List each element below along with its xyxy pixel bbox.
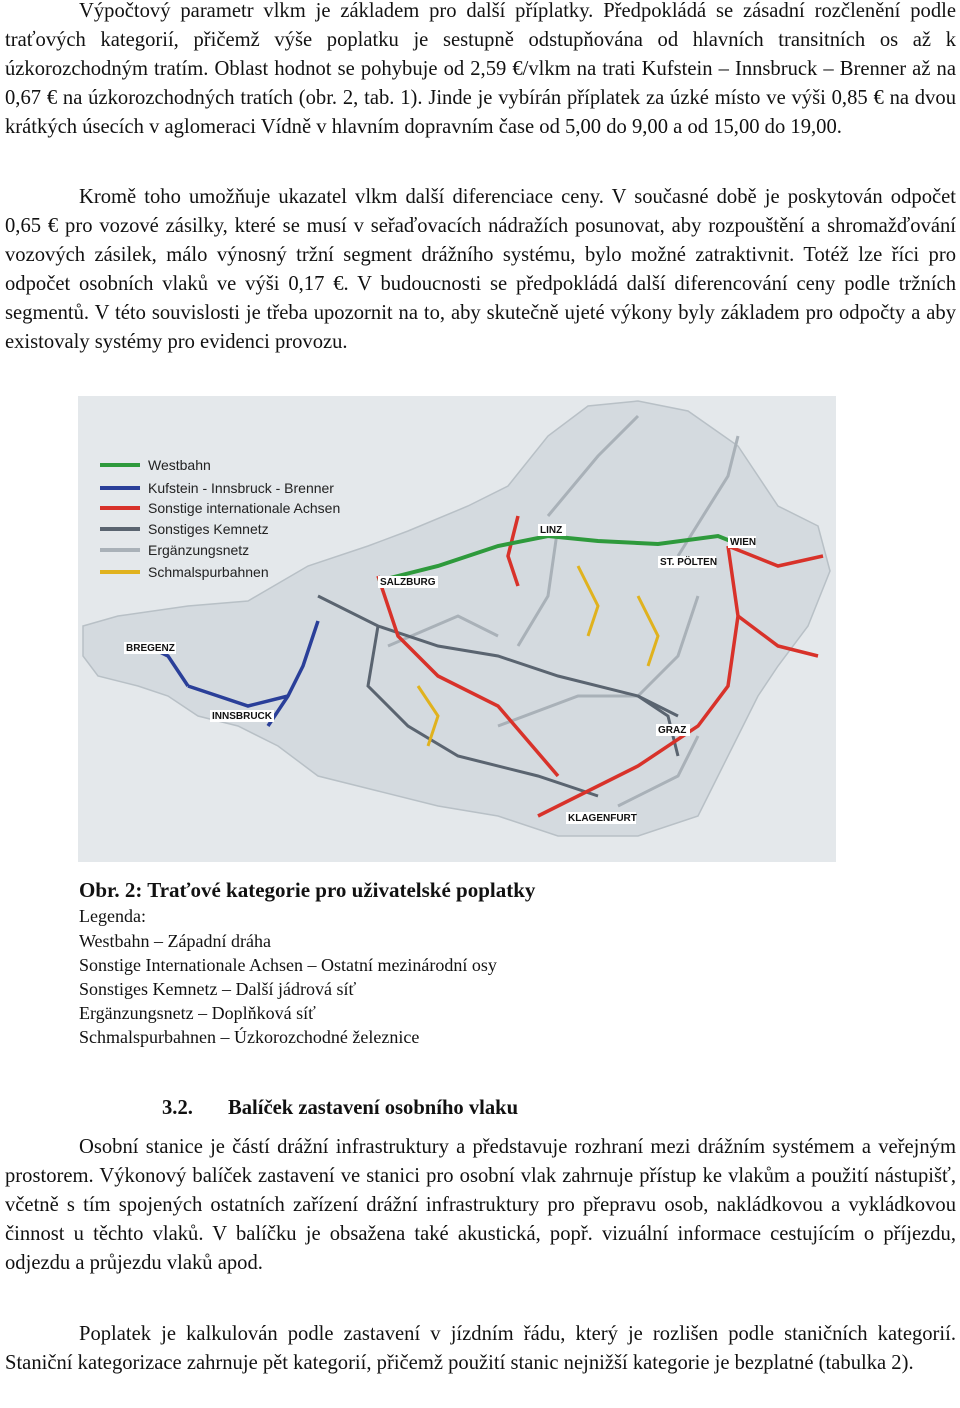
paragraph-1: Výpočtový parametr vlkm je základem pro další příplatky. Předpokládá se zásadní rozčlenění podle traťových kategorií, přičemž výše poplatku je sestupně odstupňována od hlavních transitních os až k úzkorozchodným tratím. Oblast hodnot se pohybuje od 2,59 €/vlkm na trati Kufstein – Innsbruck – Brenner až na 0,67 € na úzkorozchodných tratích (obr. 2, tab. 1). Jinde je vybírán příplatek za úzké místo ve výši 0,85 € na dvou krátkých úsecích v aglomeraci Vídně v hlavním dopravním čase od 5,00 do 9,00 a od 15,00 do 19,00. <box>5 0 956 138</box>
city-bregenz: BREGENZ <box>126 643 175 654</box>
city-wien: WIEN <box>730 537 757 548</box>
paragraph-4: Poplatek je kalkulován podle zastavení v jízdním řádu, který je rozlišen podle staničních kategorií. Staniční kategorizace zahrnuje pět kategorií, přičemž použití stanic nejnižší kategorie je bezplatné (tabulka 2). <box>5 1323 956 1374</box>
legend-label-kufstein: Kufstein - Innsbruck - Brenner <box>148 480 334 496</box>
legend-item-kernnetz: Sonstiges Kemnetz – Další jádrová síť <box>79 979 357 999</box>
paragraph-2: Kromě toho umožňuje ukazatel vlkm další diferenciace ceny. V současné době je poskytován odpočet 0,65 € pro vozové zásilky, které se musí v seřaďovacích nádražích posunovat, aby rozpouštění a shromažďování vozových zásilek, málo výnosný tržní segment drážního systému, bylo možné zatraktivnit. Totéž lze říci pro odpočet osobních vlaků ve výši 0,17 €. V budoucnosti se předpokládá další diferencování ceny podle tržních segmentů. V této souvislosti je třeba upozornit na to, aby skutečně ujeté výkony byly základem pro odpočty a aby existovaly systémy pro evidenci provozu. <box>5 186 956 353</box>
city-linz: LINZ <box>540 525 563 536</box>
figure-caption: Obr. 2: Traťové kategorie pro uživatelské poplatky <box>79 878 536 902</box>
legend-item-schmalspur: Schmalspurbahnen – Úzkorozchodné železnice <box>79 1027 420 1047</box>
city-st-polten: ST. PÖLTEN <box>660 557 718 568</box>
legend-label-erganzungsnetz: Ergänzungsnetz <box>148 542 250 558</box>
legend-item-international: Sonstige Internationale Achsen – Ostatní mezinárodní osy <box>79 955 497 975</box>
legend-item-erganzungsnetz: Ergänzungsnetz – Doplňková síť <box>79 1003 316 1023</box>
railway-category-map <box>78 396 836 862</box>
paragraph-3: Osobní stanice je částí drážní infrastruktury a představuje rozhraní mezi drážním systémem a veřejným prostorem. Výkonový balíček zastavení ve stanici pro osobní vlak zahrnuje přístup ke vlakům a použití nástupišť, včetně s tím spojených ostatních zařízení drážní infrastruktury pro přepravu osob, nakládkovou a vykládkovou činnost u těchto vlaků. V balíčku je obsažena také akustická, popř. vizuální informace cestujícím o příjezdu, odjezdu a průjezdu vlaků apod. <box>5 1136 956 1274</box>
section-title: Balíček zastavení osobního vlaku <box>228 1097 519 1119</box>
city-klagenfurt: KLAGENFURT <box>568 813 637 824</box>
legend-label-kernnetz: Sonstiges Kemnetz <box>148 521 269 537</box>
legend-label-international: Sonstige internationale Achsen <box>148 500 341 516</box>
legend-item-westbahn: Westbahn – Západní dráha <box>79 931 271 951</box>
section-heading <box>162 1094 518 1122</box>
city-graz: GRAZ <box>658 725 687 736</box>
legend-title: Legenda: <box>79 906 146 926</box>
city-salzburg: SALZBURG <box>380 577 436 588</box>
section-number: 3.2. <box>162 1097 193 1119</box>
legend-label-schmalspur: Schmalspurbahnen <box>148 564 269 580</box>
legend-label-westbahn: Westbahn <box>148 457 211 473</box>
city-innsbruck: INNSBRUCK <box>212 711 272 722</box>
